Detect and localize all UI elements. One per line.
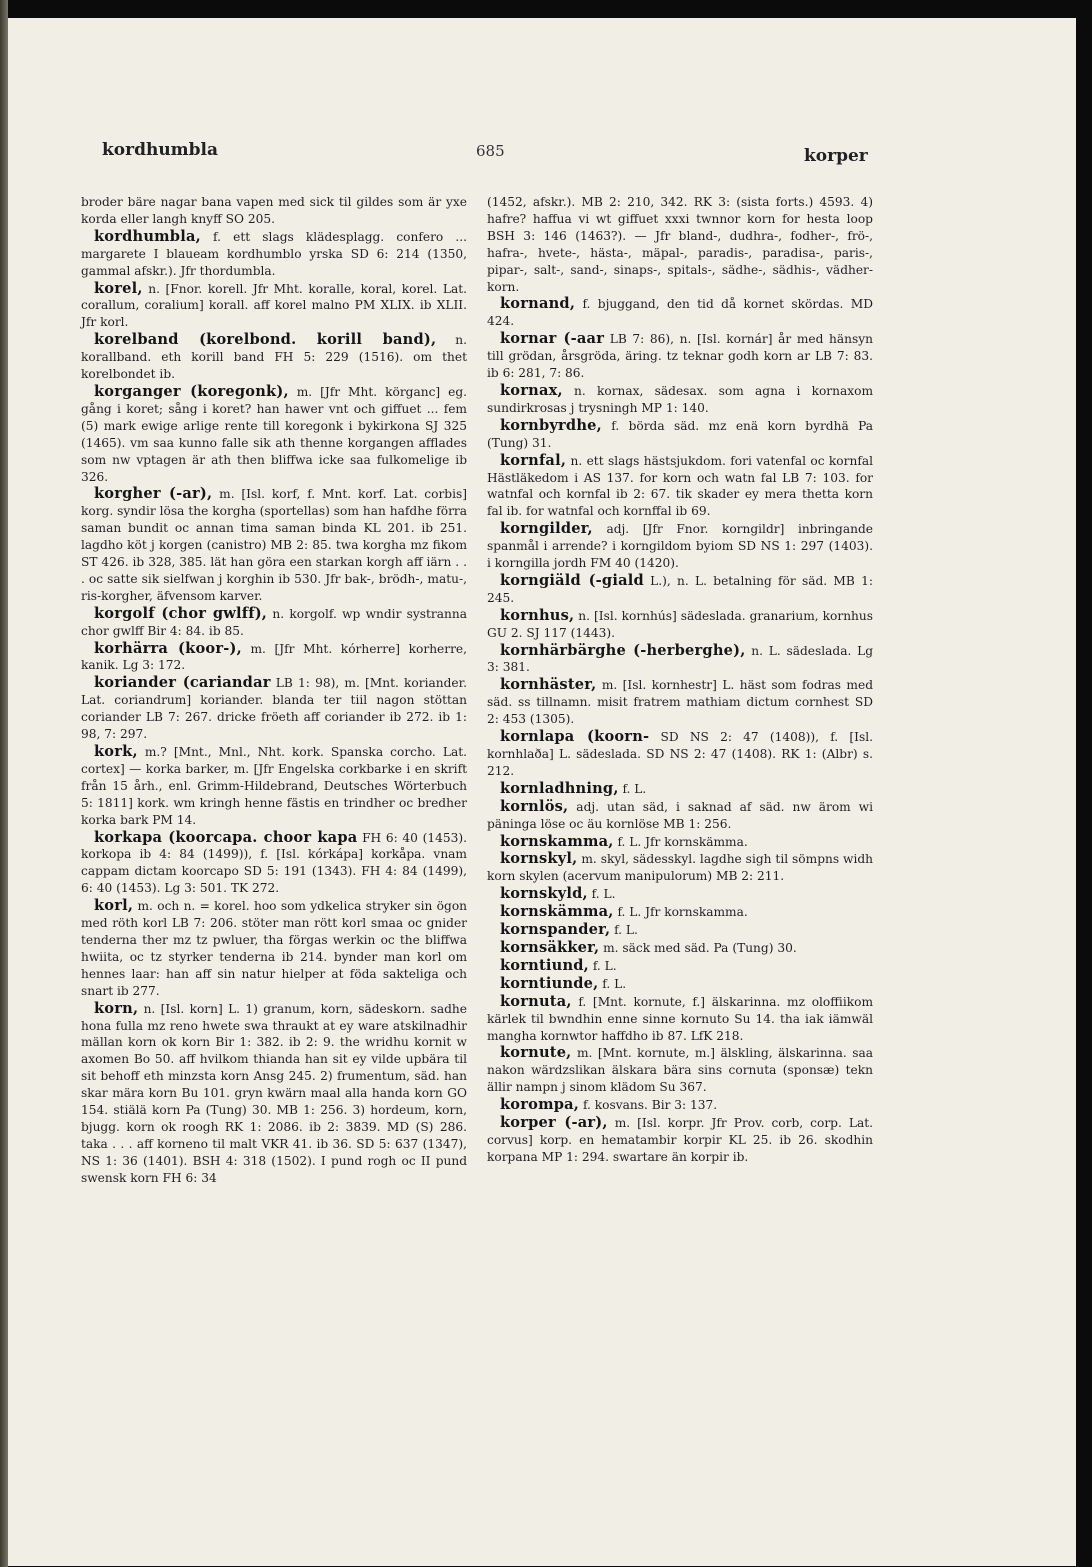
- entry-headword: korn,: [94, 999, 139, 1017]
- entry-headword: korgher (-ar),: [94, 485, 213, 503]
- entry-definition: n. [Fnor. korell. Jfr Mht. koralle, koral, korel. Lat. corallum, coralium] korall. aff korel malno PM XLIX. ib XLII. Jfr korl.: [81, 281, 467, 330]
- entry-definition: m. [Isl. korf, f. Mnt. korf. Lat. corbis] korg. syndir lösa the korgha (sportellas) som han hafdhe förra saman bundit oc annan tima saman binda KL 201. ib 251. lagdho köt j korgen (canistro) MB 2: 85. twa korgha mz fikom ST 426. ib 328, 385. lät han göra een starkan korgh aff iärn . . . oc satte sik sielfwan j korghin ib 530. Jfr bak-, brödh-, matu-, ris-korgher, äfvensom karver.: [81, 487, 468, 603]
- entry-headword: kornuta,: [500, 992, 572, 1010]
- running-head: [8, 140, 1076, 170]
- entry-headword: korompa,: [500, 1096, 580, 1114]
- dictionary-entry: [81, 332, 467, 383]
- dictionary-entry: [487, 573, 873, 607]
- dictionary-entry: [487, 976, 873, 993]
- entry-definition: n. [Isl. korn] L. 1) granum, korn, sädeskorn. sadhe hona fulla mz reno hwete swa thraukt at ey ware atskilnadhir mällan korn ok korn Bir 1: 382. ib 2: 9. the wridhu kornit w axomen Bo 50. aff hvilkom thianda han sit ey vilde upbära til sit behoff eth minzsta korn Ansg 245. 2) frumentum, säd. han skar mära korn Bu 101. gryn kwärn maal alla handa korn GO 154. stiälä korn Pa (Tung) 30. MB 1: 256. 3) hordeum, korn, bjugg. korn ok roogh RK 1: 2086. ib 2: 3839. MD (S) 286. taka . . . aff korneno til malt VKR 41. ib 36. SD 5: 637 (1347), NS 1: 36 (1401). BSH 4: 318 (1502). I pund rogh oc II pund swensk korn FH 6: 34: [81, 1001, 467, 1185]
- dictionary-entry: [487, 643, 873, 677]
- dictionary-entry: [487, 418, 873, 452]
- dictionary-entry: [487, 296, 873, 330]
- entry-definition: m. skyl, sädesskyl. lagdhe sigh til sömpns widh korn skylen (acervum manipulorum) MB 2: 211.: [487, 852, 874, 884]
- entry-headword: kork,: [94, 743, 138, 760]
- dictionary-entry: [487, 781, 873, 798]
- entry-definition: f. börda säd. mz enä korn byrdhä Pa (Tung) 31.: [487, 418, 873, 450]
- entry-definition: broder bäre nagar bana vapen med sick til gildes som är yxe korda eller langh knyff SO 205.: [81, 195, 467, 226]
- entry-definition: LB 7: 86), n. [Isl. kornár] år med hänsyn till grödan, årsgröda, äring. tz teknar godh korn ar LB 7: 83. ib 6: 281, 7: 86.: [487, 332, 873, 381]
- entry-definition: LB 1: 98), m. [Mnt. koriander. Lat. coriandrum] koriander. blanda ter tiil nagon stöttan coriander LB 7: 267. dricke fröeth aff coriander ib 272. ib 1: 98, 7: 297.: [81, 676, 467, 742]
- dictionary-entry: [487, 608, 873, 642]
- entry-headword: kornlös,: [500, 797, 569, 815]
- entry-definition: m. [Isl. korpr. Jfr Prov. corb, corp. Lat. corvus] korp. en hematambir korpir KL 25. ib 26. skodhin korpana MP 1: 294. swartare än korpir ib.: [487, 1116, 873, 1164]
- entry-definition: m. [Mnt. kornute, m.] älskling, älskarinna. saa nakon wärdzslikan älskara bära sins cornuta (sponsæ) tekn ällir nampn j sinom klädom Su 367.: [487, 1046, 873, 1095]
- dictionary-entry: [81, 830, 467, 898]
- entry-definition: n. korgolf. wp wndir systranna chor gwlff Bir 4: 84. ib 85.: [81, 606, 467, 638]
- dictionary-entry: [487, 958, 873, 975]
- entry-headword: kornsäkker,: [500, 938, 600, 956]
- entry-headword: korelband (korelbond. korill band),: [94, 331, 437, 349]
- dictionary-page: [8, 18, 1076, 1566]
- entry-definition: f. L.: [592, 958, 617, 973]
- book-spine-edge: [0, 0, 8, 1567]
- dictionary-entry: [487, 834, 873, 851]
- entry-headword: kornskyld,: [500, 885, 588, 903]
- dictionary-entry: [487, 1115, 873, 1166]
- entry-headword: kornskyl,: [500, 850, 578, 868]
- entry-headword: kornhus,: [500, 606, 575, 624]
- entry-definition: SD NS 2: 47 (1408)), f. [Isl. kornhlaða] L. sädeslada. SD NS 2: 47 (1408). RK 1: (Albr) s. 212.: [487, 730, 873, 778]
- entry-headword: kornax,: [500, 381, 563, 399]
- entry-headword: korgolf (chor gwlff),: [94, 604, 268, 622]
- dictionary-entry: [487, 851, 873, 885]
- entry-definition: f. L. Jfr kornskamma.: [617, 905, 748, 920]
- entry-headword: kornhäster,: [500, 676, 597, 694]
- entry-definition: n. ett slags hästsjukdom. fori vatenfal oc kornfal Hästläkedom i AS 137. for korn och watn fal LB 7: 103. for watnfal och kornfal ib 2: 67. tik skader ey mera thetta korn fal ib. for watnfal och kornffal ib 69.: [487, 453, 873, 519]
- entry-definition: f. L.: [602, 976, 627, 991]
- dictionary-entry: [81, 229, 467, 280]
- entry-headword: kornladhning,: [500, 779, 619, 797]
- entry-definition: m. [Isl. kornhestr] L. häst som fodras med säd. ss tillnamn. misit fratrem mathiam dictum cornhest SD 2: 453 (1305).: [487, 678, 873, 727]
- entry-headword: korntiunde,: [500, 974, 599, 992]
- entry-headword: korngilder,: [500, 520, 593, 538]
- entry-headword: kornute,: [500, 1044, 572, 1062]
- entry-headword: korngiäld (-giald: [500, 571, 644, 589]
- entry-definition: L.), n. L. betalning för säd. MB 1: 245.: [487, 573, 873, 605]
- entry-definition: f. bjuggand, den tid då kornet skördas. MD 424.: [487, 297, 873, 329]
- dictionary-entry: [81, 641, 467, 675]
- dictionary-entry: [81, 384, 467, 485]
- entry-headword: kornbyrdhe,: [500, 416, 602, 434]
- right-column: [487, 194, 873, 1167]
- entry-definition: f. L. Jfr kornskämma.: [617, 834, 748, 849]
- entry-definition: m. säck med säd. Pa (Tung) 30.: [603, 940, 797, 955]
- dictionary-entry: [81, 675, 467, 743]
- dictionary-entry: [487, 729, 873, 780]
- dictionary-entry: [487, 194, 873, 295]
- entry-headword: koriander (cariandar: [94, 674, 271, 692]
- entry-headword: kornand,: [500, 295, 576, 313]
- dictionary-entry: [81, 606, 467, 640]
- entry-headword: kornskämma,: [500, 903, 614, 921]
- entry-definition: f. L.: [622, 781, 647, 796]
- entry-headword: kornar (-aar: [500, 330, 605, 348]
- dictionary-entry: [81, 194, 467, 228]
- entry-definition: m. [Jfr Mht. körganc] eg. gång i koret; sång i koret? han hawer vnt och giffuet ... fem (5) mark ewige arlige rente till koregonk i bykirkona SJ 325 (1465). vm saa kunno falle sik ath thenne korgangen afflades som nw vptagen är ath then bliffwa icke saa fulkomelige ib 326.: [81, 384, 467, 484]
- entry-definition: FH 6: 40 (1453). korkopa ib 4: 84 (1499)), f. [Isl. kórkápa] korkåpa. vnam cappam dictam koorcapo SD 5: 191 (1343). FH 4: 84 (1499), 6: 40 (1453). Lg 3: 501. TK 272.: [81, 830, 467, 896]
- left-column: [81, 194, 467, 1188]
- dictionary-entry: [487, 904, 873, 921]
- entry-definition: (1452, afskr.). MB 2: 210, 342. RK 3: (sista forts.) 4593. 4) hafre? haffua vi wt giffuet xxxi twnnor korn for hesta loop BSH 3: 146 (1463?). — Jfr bland-, dudhra-, fodher-, frö-, hafra-, hvete-, hästa-, mäpal-, paradis-, paradisa-, paris-, pipar-, salt-, sand-, sinaps-, spitals-, sädhe-, sädhis-, vädher-korn.: [487, 195, 873, 294]
- entry-headword: kornskamma,: [500, 832, 614, 850]
- entry-definition: n. [Isl. kornhús] sädeslada. granarium, kornhus GU 2. SJ 117 (1443).: [487, 608, 873, 640]
- entry-definition: f. kosvans. Bir 3: 137.: [582, 1098, 718, 1113]
- entry-headword: korl,: [94, 897, 134, 915]
- dictionary-entry: [81, 898, 467, 999]
- entry-headword: korel,: [94, 279, 143, 297]
- dictionary-entry: [487, 799, 873, 833]
- dictionary-entry: [81, 281, 467, 332]
- entry-definition: f. L.: [591, 887, 616, 902]
- dictionary-entry: [487, 1045, 873, 1096]
- header-left-guide-word: kordhumbla: [102, 140, 219, 160]
- entry-definition: f. ett slags klädesplagg. confero ... margarete I blaueam kordhumblo yrska SD 6: 214 (1350, gammal afskr.). Jfr thordumbla.: [81, 229, 467, 278]
- entry-definition: f. [Mnt. kornute, f.] älskarinna. mz oloffiikom kärlek til bwndhin enne sinne kornuto Su 14. tha iak iämwäl mangha kornwtor haffdho ib 87. LfK 218.: [487, 994, 873, 1043]
- dictionary-entry: [487, 994, 873, 1045]
- entry-headword: korntiund,: [500, 956, 589, 974]
- entry-headword: kornspander,: [500, 921, 611, 939]
- entry-definition: m.? [Mnt., Mnl., Nht. kork. Spanska corcho. Lat. cortex] — korka barker, m. [Jfr Engelska corkbarke i en skrift från 15 årh., enl. Grimm-Hildebrand, Deutsches Wörterbuch 5: 1811] kork. wm kringh henne fästis en trindher oc bredher korka bark PM 14.: [81, 745, 468, 827]
- page-number: 685: [476, 142, 505, 160]
- dictionary-entry: [487, 922, 873, 939]
- entry-headword: korganger (koregonk),: [94, 382, 289, 400]
- entry-definition: adj. [Jfr Fnor. korngildr] inbringande spanmål i arrende? i korngildom byiom SD NS 1: 297 (1403). i korngilla jordh FM 40 (1420).: [487, 522, 873, 571]
- entry-definition: m. [Jfr Mht. kórherre] korherre, kanik. Lg 3: 172.: [81, 641, 467, 673]
- dictionary-entry: [81, 1001, 467, 1187]
- dictionary-entry: [487, 886, 873, 903]
- entry-headword: kornfal,: [500, 451, 567, 469]
- dictionary-entry: [487, 1097, 873, 1114]
- header-right-guide-word: korper: [804, 146, 868, 166]
- dictionary-entry: [487, 331, 873, 382]
- entry-definition: n. L. sädeslada. Lg 3: 381.: [487, 643, 873, 675]
- entry-definition: n. kornax, sädesax. som agna i kornaxom sundirkrosas j trysningh MP 1: 140.: [487, 383, 874, 415]
- entry-definition: f. L.: [614, 923, 638, 938]
- dictionary-entry: [487, 383, 873, 417]
- entry-headword: kordhumbla,: [94, 227, 201, 245]
- dictionary-entry: [487, 677, 873, 728]
- entry-definition: n. korallband. eth korill band FH 5: 229 (1516). om thet korelbondet ib.: [81, 333, 468, 382]
- entry-headword: kornhärbärghe (-herberghe),: [500, 641, 746, 659]
- dictionary-entry: [81, 744, 467, 829]
- dictionary-entry: [487, 940, 873, 957]
- dictionary-entry: [487, 453, 873, 521]
- entry-headword: korhärra (koor-),: [94, 639, 242, 657]
- dictionary-entry: [81, 486, 467, 604]
- entry-headword: kornlapa (koorn-: [500, 728, 650, 746]
- entry-definition: m. och n. = korel. hoo som ydkelica stryker sin ögon med röth korl LB 7: 206. stöter man rött korl smaa oc gnider tenderna ther mz tz pwluer, tha förgas werkin oc the bliffwa hwiita, oc tz styrker tenderna ib 214. bynder man korl om hennes laar: han aff sin natur hielper at föda sakteliga och snart ib 277.: [81, 899, 468, 998]
- entry-headword: korkapa (koorcapa. choor kapa: [94, 828, 358, 846]
- dictionary-entry: [487, 521, 873, 572]
- entry-headword: korper (-ar),: [500, 1114, 608, 1132]
- entry-definition: adj. utan säd, i saknad af säd. nw ärom wi päninga löse oc äu kornlöse MB 1: 256.: [487, 799, 874, 831]
